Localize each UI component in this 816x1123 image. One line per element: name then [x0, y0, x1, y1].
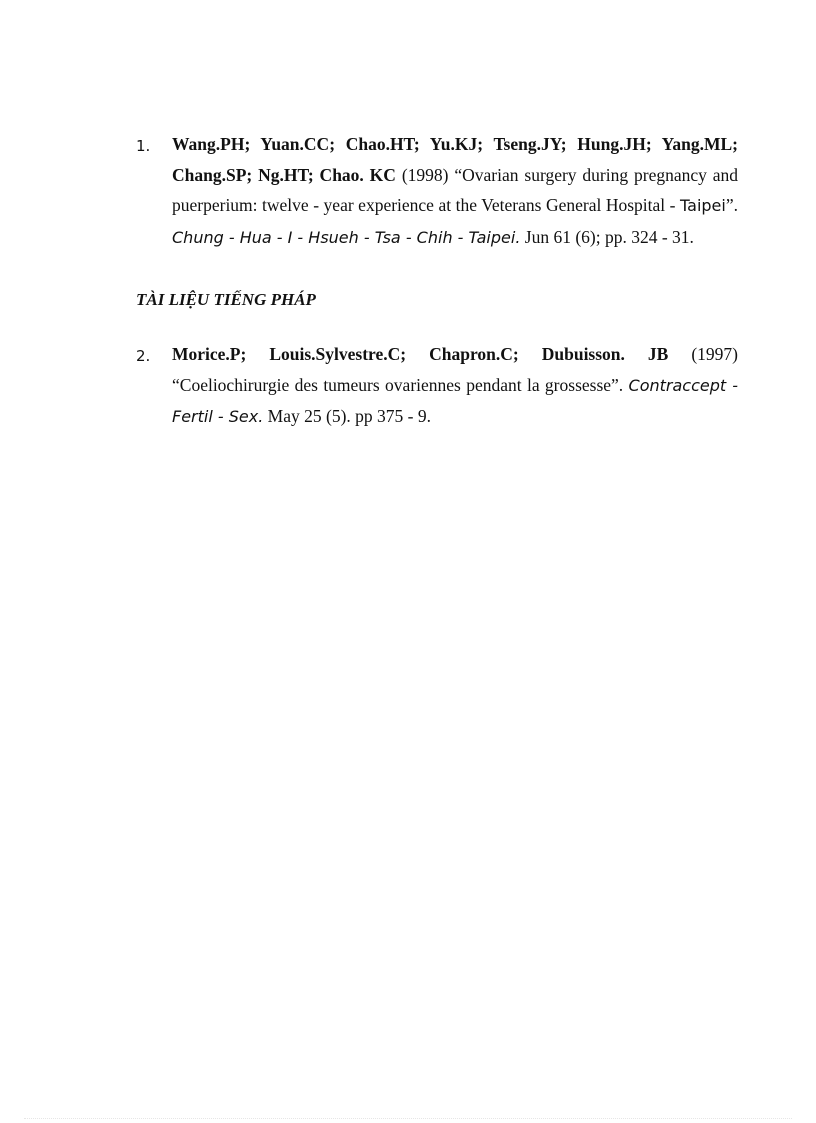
reference-text — [172, 339, 738, 433]
reference-year: (1997) — [691, 344, 739, 364]
reference-authors: Morice.P; Louis.Sylvestre.C; Chapron.C; Dubuisson. JB — [172, 344, 669, 364]
reference-details: Jun 61 (6); pp. 324 - 31. — [524, 226, 694, 247]
page-bottom-divider — [24, 1118, 792, 1119]
reference-source: Contraccept - Fertil - Sex. — [172, 375, 739, 426]
reference-title: “Coeliochirurgie des tumeurs ovariennes pendant la grossesse”. — [172, 374, 624, 395]
reference-title-end: Taipei — [680, 196, 726, 215]
reference-title-close: ”. — [725, 195, 738, 215]
reference-year: (1998) — [401, 164, 449, 185]
reference-title: “Ovarian surgery during pregnancy and puerperium: twelve - year experience at the Veterans General Hospital - — [172, 164, 739, 215]
reference-number: 1. — [136, 137, 151, 155]
reference-number: 2. — [136, 347, 151, 365]
reference-item — [136, 339, 738, 433]
section-heading: TÀI LIỆU TIẾNG PHÁP — [136, 290, 316, 309]
reference-authors: Wang.PH; Yuan.CC; Chao.HT; Yu.KJ; Tseng.JY; Hung.JH; Yang.ML; Chang.SP; Ng.HT; Chao. KC — [172, 134, 738, 185]
reference-source: Chung - Hua - I - Hsueh - Tsa - Chih - Taipei. — [172, 227, 521, 247]
reference-details: May 25 (5). pp 375 - 9. — [267, 406, 431, 426]
reference-item — [136, 129, 738, 253]
reference-text — [172, 129, 738, 253]
